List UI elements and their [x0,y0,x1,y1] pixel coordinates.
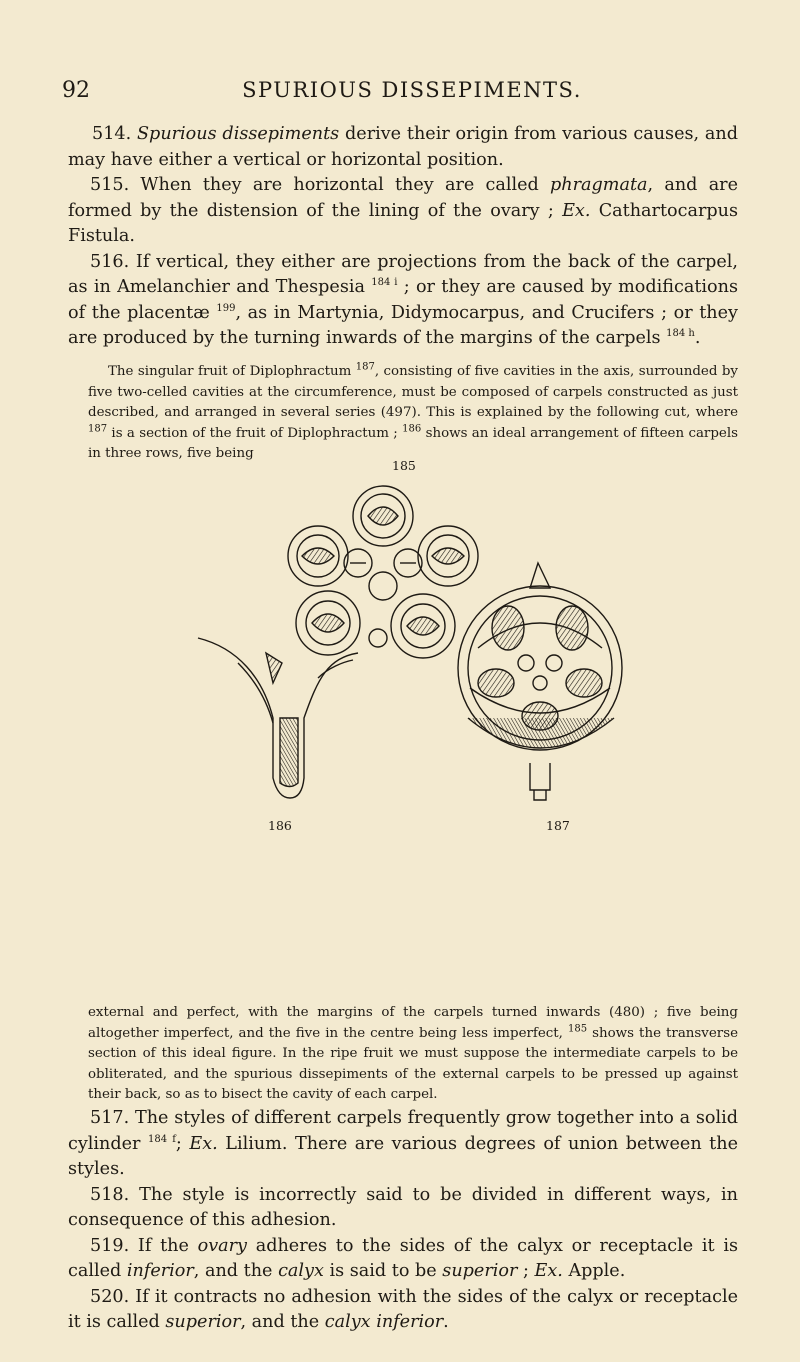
italic-term: phragmata [550,175,648,195]
example-marker: Ex. [534,1261,563,1281]
paragraph-text: . [443,1312,449,1332]
note-text: external and perfect, with the margins of the carpels turned inwards (480) ; five being altogether imperfect, and the five in the centre being less imperfect, [88,1005,738,1041]
page-header [62,78,762,108]
note-paragraph [88,1003,738,1106]
figure-reference: 184 h [666,328,695,340]
section-number: 519. [90,1235,130,1256]
italic-term: calyx [278,1261,324,1281]
botanical-figure-illustration [178,478,648,808]
paragraph-text: The style is incorrectly said to be divided in different ways, in consequence of this adhesion. [68,1184,738,1230]
paragraph-text: is said to be [323,1261,443,1281]
main-text-top [68,122,738,352]
paragraph-text: , as in Martynia, Didymocarpus, and Crucifers ; or they are produced by the turning inwards of the margins of the carpels [68,302,738,348]
section-number: 518. [90,1184,130,1205]
paragraph-text: derive their origin from various causes, and may have either a vertical or horizontal position. [68,124,738,170]
paragraph-text: Cathartocarpus Fistula. [68,200,738,246]
figure-reference: 184 f [148,1133,176,1145]
section-number: 517. [90,1108,130,1128]
paragraph-518 [68,1183,738,1234]
note-ideal-figure [88,1003,738,1106]
italic-term: Spurious dissepiments [137,124,340,144]
note-text: shows the transverse section of this ideal figure. In the ripe fruit we must suppose the intermediate carpels to be obliterated, and the spurious dissepiments of the external carpels to be pressed up against their back, so as to bisect the cavity of each carpel. [88,1025,738,1102]
paragraph-519 [68,1234,738,1285]
paragraph-text: When they are horizontal they are called [129,175,551,195]
note-text: The singular fruit of Diplophractum [108,364,356,379]
note-text: is a section of the fruit of Diplophractum ; [107,425,403,441]
paragraph-517 [68,1106,738,1183]
figure-reference: 184 i [371,277,398,289]
paragraph-514 [68,122,738,173]
paragraph-text: If it contracts no adhesion with the sides of the calyx or receptacle it is called [68,1286,738,1332]
figure-reference: 185 [567,1023,588,1035]
paragraph-text: adheres to the sides of the calyx or receptacle it is called [68,1235,738,1281]
figure-185-longitudinal-section [198,638,358,798]
italic-term: inferior [126,1261,194,1281]
paragraph-text: Apple. [562,1261,626,1281]
italic-term: superior [165,1312,241,1332]
paragraph-text: , and are formed by the distension of the lining of the ovary ; [68,175,739,221]
paragraph-520 [68,1285,738,1336]
section-number: 520. [90,1286,130,1307]
main-text-bottom [68,1106,738,1336]
example-marker: Ex. [189,1133,218,1154]
figure-reference: 199 [216,302,236,314]
figure-label-187: 187 [546,818,570,833]
italic-term: ovary [197,1235,247,1256]
paragraph-text: The styles of different carpels frequently grow together into a solid cylinder [68,1108,738,1154]
paragraph-text: If vertical, they either are projections from the back of the carpel, as in Amelanchier and Thespesia [68,251,738,297]
paragraph-text: ; or they are caused by modifications of the placentæ [68,277,738,323]
figure-reference: 187 [88,423,108,435]
paragraph-516 [68,250,738,352]
paragraph-text: Lilium. There are various degrees of union between the styles. [68,1133,738,1179]
page-number: 92 [62,78,90,103]
figure-reference: 186 [402,423,422,435]
italic-term: superior [442,1261,518,1281]
figure-label-186: 186 [268,818,292,833]
note-text: shows an ideal arrangement of fifteen carpels in three rows, five being [88,425,738,461]
paragraph-text: If the [129,1235,198,1256]
paragraph-text: . [694,328,701,348]
italic-term: calyx inferior [324,1312,444,1332]
paragraph-text: , and the [240,1312,325,1332]
section-number: 514. [92,124,132,144]
section-number: 516. [90,251,130,272]
figure-187-diplophractum-section [458,563,622,800]
note-paragraph [88,362,738,465]
section-number: 515. [90,175,130,195]
figure-label-185: 185 [392,458,416,473]
paragraph-text: ; [517,1261,535,1281]
running-title: SPURIOUS DISSEPIMENTS. [242,78,582,102]
note-diplophractum [88,362,738,465]
note-text: , consisting of five cavities in the axis, surrounded by five two-celled cavities at the circumference, must be composed of carpels constructed as just described, and arranged in several series (497). This is explained by the following cut, where [88,364,738,420]
example-marker: Ex. [562,200,591,221]
paragraph-515 [68,173,738,250]
paragraph-text: ; [175,1133,190,1154]
figure-reference: 187 [355,361,375,373]
paragraph-text: , and the [193,1261,279,1281]
figure-186-carpel-arrangement [288,486,478,658]
